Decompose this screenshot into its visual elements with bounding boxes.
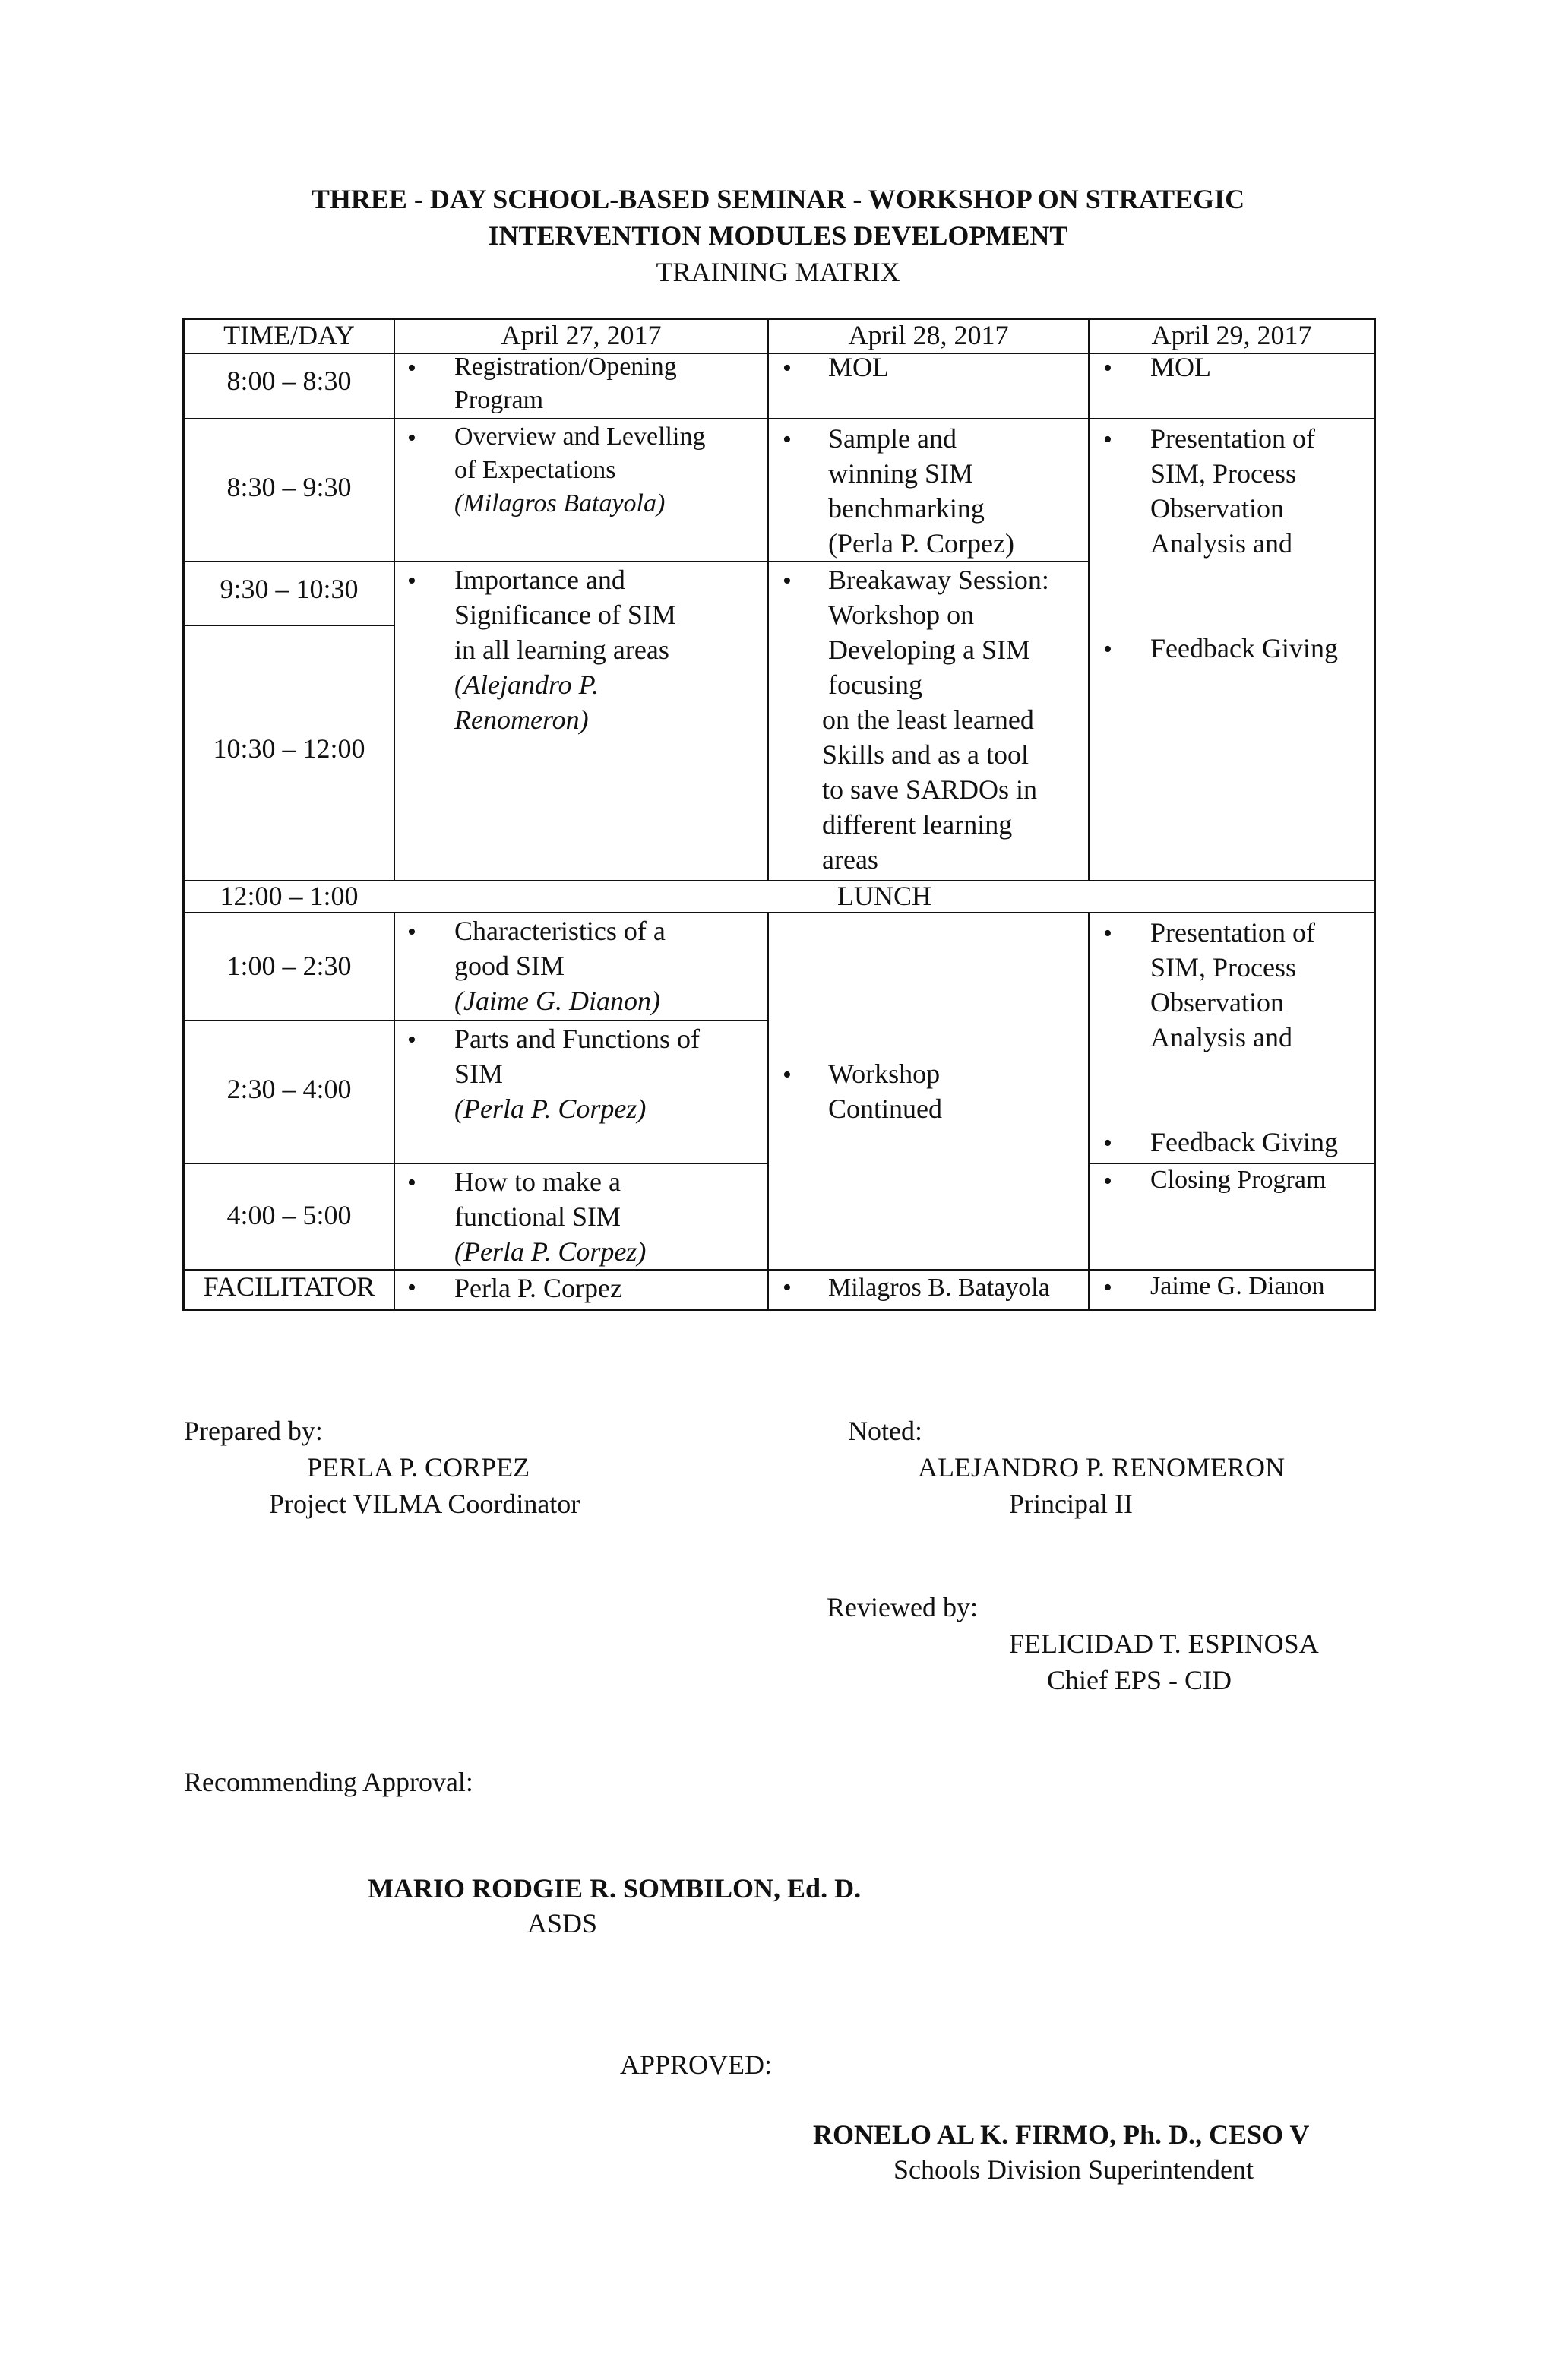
bullet-icon: •: [407, 354, 416, 382]
time-slot-7: 4:00 – 5:00: [226, 1200, 352, 1230]
bullet-icon: •: [1103, 1274, 1112, 1302]
column-header-day2: April 28, 2017: [848, 320, 1009, 350]
recommending-label: Recommending Approval:: [184, 1767, 473, 1797]
document-page: THREE - DAY SCHOOL-BASED SEMINAR - WORKSHOP ON STRATEGIC INTERVENTION MODULES DEVELOPMENT TRAINING MATRIX TIME/DAY April 27, 2017 April 28, 2017 April 29, 2017 8:00 – 8:30 8:30 – 9:30 9:30 – 10:30 10:30 – 12:00 12:00 – 1:00 1:00 – 2:30 2:30 – 4:00 4:00 – 5:00 FACILITATOR • Registration/Opening Program • Overview and Levelling of Expectations (Milagros Batayola) • Importance and Significance of SIM in all learning areas (Alejandro P. Renomeron) • Characteristics of a good SIM (Jaime G. Dianon) • Parts and Functions of SIM (Perla P. Corpez) • How to make a functional SIM (Perla P. Corpez) • Perla P. Corpez • MOL • Sample and winning SIM benchmarking (Perla P. Corpez) • Breakaway Session: Workshop on Developing a SIM focusing on the least learned Skills and as a tool to save SARDOs in different learning areas • Workshop Continued • Milagros B. Batayola • MOL • Presentation of SIM, Process Observation Analysis and • Feedback Giving LUNCH • Presentation of SIM, Process Observation Analysis and • Feedback Giving • Closing Program • Jaime G. Dianon Prepared by: PERLA P. CORPEZ Project VILMA Coordinator Noted: ALEJANDRO P. RENOMERON Principal II Reviewed by: FELICIDAD T. ESPINOSA Chief EPS - CID Recommending Approval: MARIO RODGIE R. SOMBILON, Ed. D. ASDS APPROVED: RONELO AL K. FIRMO, Ph. D., CESO V Schools Division Superintendent: [0, 0, 1556, 2380]
noted-name: ALEJANDRO P. RENOMERON: [918, 1452, 1286, 1483]
bullet-icon: •: [1103, 635, 1112, 663]
bullet-icon: •: [1103, 1167, 1112, 1195]
time-slot-lunch: 12:00 – 1:00: [220, 881, 359, 911]
prepared-label: Prepared by:: [184, 1416, 323, 1446]
time-slot-1: 8:00 – 8:30: [226, 366, 352, 396]
time-slot-4: 10:30 – 12:00: [213, 733, 365, 764]
time-slot-6: 2:30 – 4:00: [226, 1074, 352, 1104]
time-slot-3: 9:30 – 10:30: [220, 574, 359, 604]
reviewed-name: FELICIDAD T. ESPINOSA: [1009, 1628, 1319, 1659]
bullet-icon: •: [1103, 919, 1112, 948]
bullet-icon: •: [407, 1169, 416, 1197]
recommending-title: ASDS: [527, 1908, 598, 1938]
seminar-title-line2: INTERVENTION MODULES DEVELOPMENT: [488, 220, 1068, 251]
bullet-icon: •: [407, 424, 416, 452]
approved-label: APPROVED:: [620, 2049, 773, 2080]
recommending-name: MARIO RODGIE R. SOMBILON, Ed. D.: [368, 1873, 862, 1904]
bullet-icon: •: [407, 1274, 416, 1302]
approved-name: RONELO AL K. FIRMO, Ph. D., CESO V: [813, 2119, 1310, 2150]
bullet-icon: •: [407, 1026, 416, 1054]
bullet-icon: •: [783, 567, 792, 595]
bullet-icon: •: [407, 918, 416, 946]
bullet-icon: •: [783, 1274, 792, 1302]
bullet-icon: •: [407, 567, 416, 595]
approved-title: Schools Division Superintendent: [893, 2154, 1254, 2185]
bullet-icon: •: [1103, 354, 1112, 382]
noted-title: Principal II: [1009, 1489, 1133, 1519]
reviewed-title: Chief EPS - CID: [1047, 1665, 1232, 1695]
prepared-name: PERLA P. CORPEZ: [307, 1452, 530, 1483]
bullet-icon: •: [783, 426, 792, 454]
bullet-icon: •: [1103, 426, 1112, 454]
noted-label: Noted:: [848, 1416, 922, 1446]
matrix-subtitle: TRAINING MATRIX: [656, 257, 900, 287]
time-slot-2: 8:30 – 9:30: [226, 472, 352, 502]
prepared-title: Project VILMA Coordinator: [269, 1489, 580, 1519]
bullet-icon: •: [1103, 1129, 1112, 1157]
bullet-icon: •: [783, 354, 792, 382]
facilitator-label: FACILITATOR: [203, 1271, 375, 1302]
column-header-day1: April 27, 2017: [501, 320, 662, 350]
column-header-day3: April 29, 2017: [1151, 320, 1312, 350]
bullet-icon: •: [783, 1061, 792, 1089]
column-header-time: TIME/DAY: [223, 320, 355, 350]
seminar-title-line1: THREE - DAY SCHOOL-BASED SEMINAR - WORKSHOP ON STRATEGIC: [311, 184, 1245, 214]
time-slot-5: 1:00 – 2:30: [226, 951, 352, 981]
reviewed-label: Reviewed by:: [827, 1592, 978, 1622]
